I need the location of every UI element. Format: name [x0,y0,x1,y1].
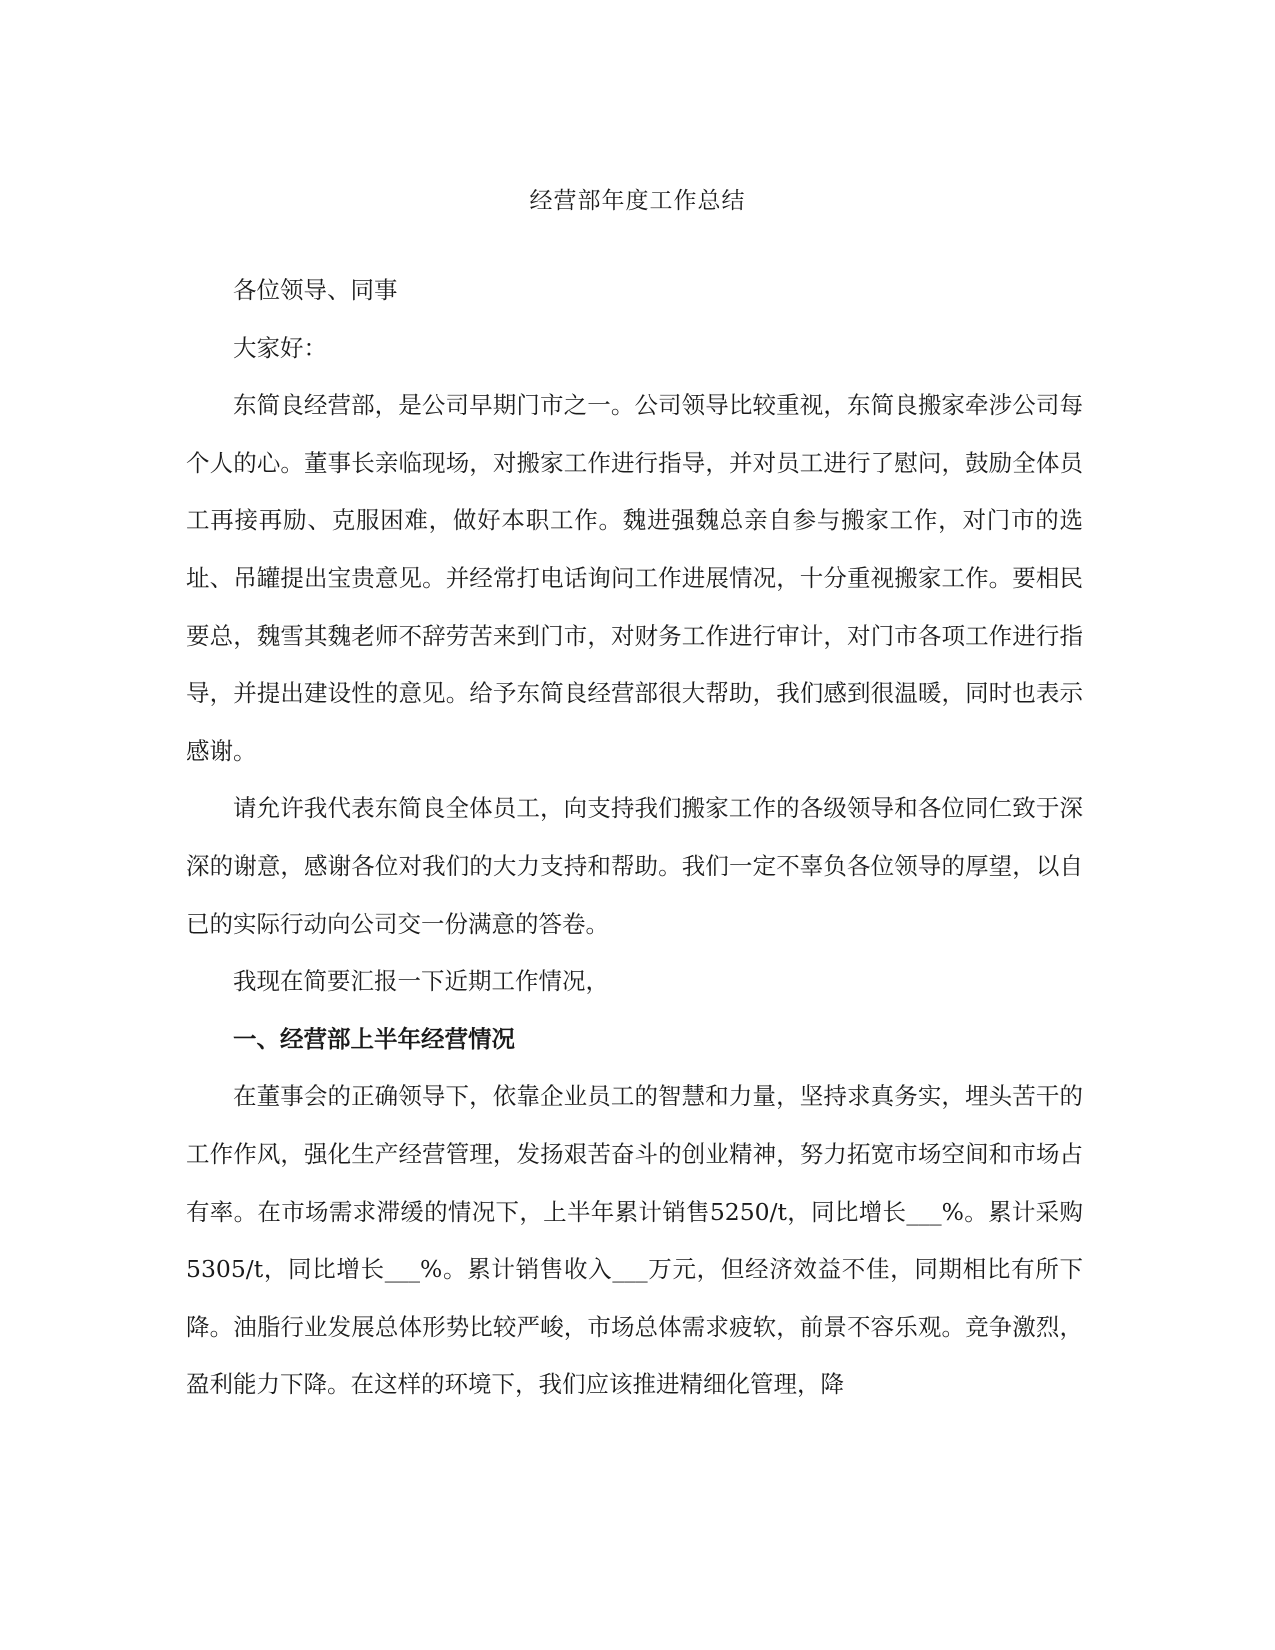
document-title: 经营部年度工作总结 [529,188,746,214]
document-body [186,262,1083,1414]
report-intro: 我现在简要汇报一下近期工作情况， [233,967,609,996]
section-paragraph: 在董事会的正确领导下，依靠企业员工的智慧和力量，坚持求真务实，埋头苦干的工作作风，强化生产经营管理，发扬艰苦奋斗的创业精神，努力拓宽市场空间和市场占有率。在市场需求滞缓的情况下，上半年累计销售5250/t，同比增长___%。累计采购5305/t，同比增长___%。累计销售收入___万元，但经济效益不佳，同期相比有所下降。油脂行业发展总体形势比较严峻，市场总体需求疲软，前景不容乐观。竞争激烈，盈利能力下降。在这样的环境下，我们应该推进精细化管理，降 [186,1082,1083,1399]
section-heading: 一、经营部上半年经营情况 [233,1024,515,1053]
salutation: 各位领导、同事 [233,276,398,304]
intro-paragraph: 东简良经营部，是公司早期门市之一。公司领导比较重视，东简良搬家牵涉公司每个人的心。董事长亲临现场，对搬家工作进行指导，并对员工进行了慰问，鼓励全体员工再接再励、克服困难，做好本职工作。魏进强魏总亲自参与搬家工作，对门市的选址、吊罐提出宝贵意见。并经常打电话询问工作进展情况，十分重视搬家工作。要相民要总，魏雪其魏老师不辞劳苦来到门市，对财务工作进行审计，对门市各项工作进行指导，并提出建设性的意见。给予东简良经营部很大帮助，我们感到很温暖，同时也表示感谢。 [186,391,1083,765]
thanks-paragraph: 请允许我代表东简良全体员工，向支持我们搬家工作的各级领导和各位同仁致于深深的谢意，感谢各位对我们的大力支持和帮助。我们一定不辜负各位领导的厚望，以自已的实际行动向公司交一份满意的答卷。 [186,794,1083,938]
greeting: 大家好： [233,333,327,362]
